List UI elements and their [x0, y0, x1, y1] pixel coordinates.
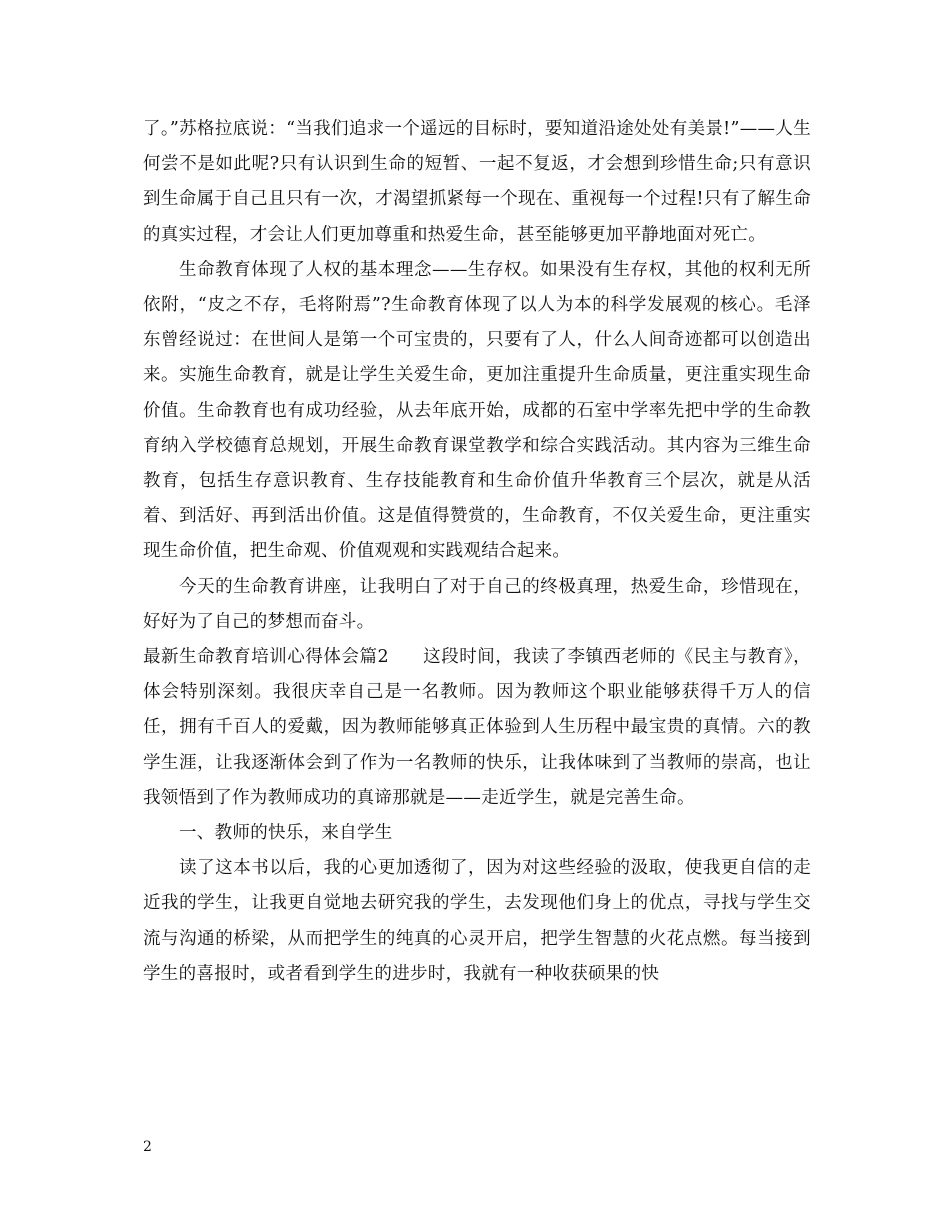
section-heading: 最新生命教育培训心得体会篇2 — [143, 647, 389, 668]
paragraph-4 — [143, 640, 811, 816]
paragraph-3: 今天的生命教育讲座，让我明白了对于自己的终极真理，热爱生命，珍惜现在，好好为了自己的梦想而奋斗。 — [143, 576, 811, 632]
document-body — [143, 112, 811, 992]
page-number: 2 — [143, 1139, 152, 1155]
paragraph-2: 生命教育体现了人权的基本理念——生存权。如果没有生存权，其他的权利无所依附，“皮之不存，毛将附焉”?生命教育体现了以人为本的科学发展观的核心。毛泽东曾经说过：在世间人是第一个可宝贵的，只要有了人，什么人间奇迹都可以创造出来。实施生命教育，就是让学生关爱生命，更加注重提升生命质量，更注重实现生命价值。生命教育也有成功经验，从去年底开始，成都的石室中学率先把中学的生命教育纳入学校德育总规划，开展生命教育课堂教学和综合实践活动。其内容为三维生命教育，包括生存意识教育、生存技能教育和生命价值升华教育三个层次，就是从活着、到活好、再到活出价值。这是值得赞赏的，生命教育，不仅关爱生命，更注重实现生命价值，把生命观、价值观观和实践观结合起来。 — [143, 259, 811, 562]
subheading-teacher-joy: 一、教师的快乐，来自学生 — [179, 823, 393, 844]
paragraph-4-text: 这段时间，我读了李镇西老师的《民主与教育》，体会特别深刻。我很庆幸自己是一名教师。因为教师这个职业能够获得千万人的信任，拥有千百人的爱戴，因为教师能够真正体验到人生历程中最宝贵的真情。六的教学生涯，让我逐渐体会到了作为一名教师的快乐，让我体味到了当教师的崇高，也让我领悟到了作为教师成功的真谛那就是——走近学生，就是完善生命。 — [143, 647, 811, 808]
paragraph-1: 了。”苏格拉底说：“当我们追求一个遥远的目标时，要知道沿途处处有美景!”——人生何尝不是如此呢?只有认识到生命的短暂、一起不复返，才会想到珍惜生命;只有意识到生命属于自己且只有一次，才渴望抓紧每一个现在、重视每一个过程!只有了解生命的真实过程，才会让人们更加尊重和热爱生命，甚至能够更加平静地面对死亡。 — [143, 119, 811, 245]
paragraph-6: 读了这本书以后，我的心更加透彻了，因为对这些经验的汲取，使我更自信的走近我的学生，让我更自觉地去研究我的学生，去发现他们身上的优点，寻找与学生交流与沟通的桥梁，从而把学生的纯真的心灵开启，把学生智慧的火花点燃。每当接到学生的喜报时，或者看到学生的进步时，我就有一种收获硕果的快 — [143, 858, 811, 984]
